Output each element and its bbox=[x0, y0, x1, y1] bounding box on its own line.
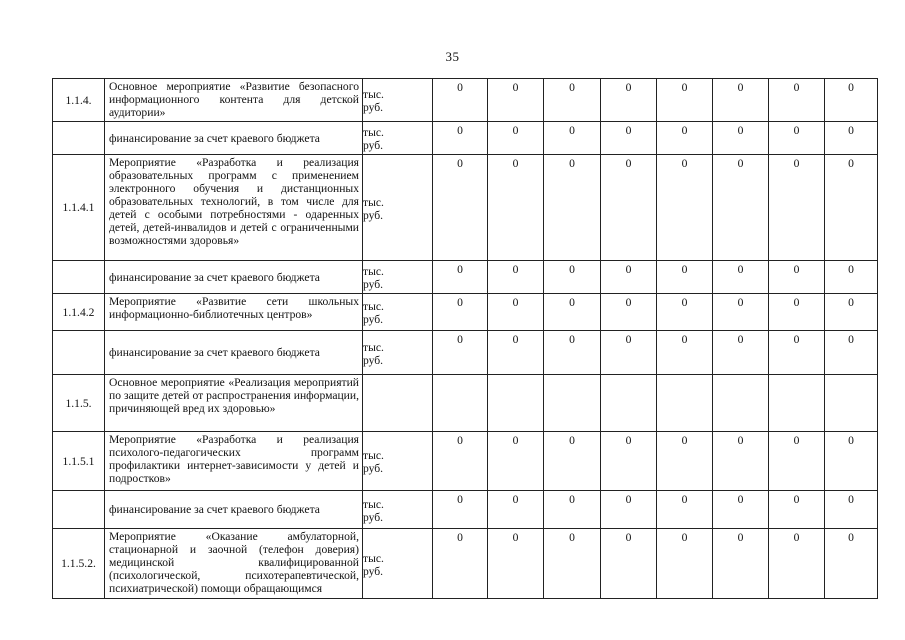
value-cell bbox=[657, 375, 713, 432]
activity-name: Мероприятие «Оказание амбулаторной, стационарной и заочной (телефон доверия) медицинской квалифицированной (психологической, психотерапевтической, психиатрической) помощи обращающимся bbox=[105, 529, 363, 599]
value-cell: 0 bbox=[433, 79, 488, 122]
value-cell: 0 bbox=[544, 331, 601, 375]
value-cell: 0 bbox=[544, 155, 601, 261]
value-cell bbox=[488, 375, 544, 432]
value-cell: 0 bbox=[657, 294, 713, 331]
unit-cell: тыс. руб. bbox=[363, 155, 433, 261]
value-cell: 0 bbox=[433, 529, 488, 599]
value-cell: 0 bbox=[769, 155, 825, 261]
value-cell: 0 bbox=[488, 491, 544, 529]
value-cell: 0 bbox=[488, 261, 544, 294]
unit-cell: тыс. руб. bbox=[363, 432, 433, 491]
activity-name: Мероприятие «Разработка и реализация образовательных программ с применением электронного обучения и дистанционных образовательных технологий, в том числе для детей с особыми потребностями - одаренных детей, детей-инвалидов и детей с ограниченными возможностями здоровья» bbox=[105, 155, 363, 261]
value-cell: 0 bbox=[488, 432, 544, 491]
row-number bbox=[53, 261, 105, 294]
unit-cell: тыс. руб. bbox=[363, 331, 433, 375]
value-cell: 0 bbox=[769, 294, 825, 331]
row-number bbox=[53, 122, 105, 155]
value-cell: 0 bbox=[825, 491, 878, 529]
row-number: 1.1.4.2 bbox=[53, 294, 105, 331]
value-cell: 0 bbox=[601, 432, 657, 491]
row-number bbox=[53, 491, 105, 529]
value-cell: 0 bbox=[713, 432, 769, 491]
value-cell: 0 bbox=[544, 432, 601, 491]
table-row bbox=[53, 155, 878, 261]
value-cell: 0 bbox=[825, 432, 878, 491]
value-cell: 0 bbox=[769, 122, 825, 155]
value-cell: 0 bbox=[769, 432, 825, 491]
value-cell: 0 bbox=[657, 491, 713, 529]
row-number: 1.1.5.1 bbox=[53, 432, 105, 491]
value-cell: 0 bbox=[769, 79, 825, 122]
value-cell: 0 bbox=[433, 331, 488, 375]
value-cell: 0 bbox=[825, 261, 878, 294]
value-cell: 0 bbox=[601, 491, 657, 529]
value-cell: 0 bbox=[433, 432, 488, 491]
value-cell: 0 bbox=[657, 122, 713, 155]
activity-name: Основное мероприятие «Реализация мероприятий по защите детей от распространения информации, причиняющей вред их здоровью» bbox=[105, 375, 363, 432]
value-cell: 0 bbox=[825, 155, 878, 261]
unit-cell: тыс. руб. bbox=[363, 529, 433, 599]
budget-table bbox=[52, 78, 878, 599]
value-cell: 0 bbox=[769, 491, 825, 529]
value-cell bbox=[713, 375, 769, 432]
table-row bbox=[53, 331, 878, 375]
page-number: 35 bbox=[445, 49, 460, 64]
value-cell: 0 bbox=[713, 155, 769, 261]
row-number: 1.1.5.2. bbox=[53, 529, 105, 599]
value-cell: 0 bbox=[713, 79, 769, 122]
value-cell bbox=[601, 375, 657, 432]
table-row bbox=[53, 122, 878, 155]
value-cell: 0 bbox=[657, 432, 713, 491]
value-cell: 0 bbox=[488, 122, 544, 155]
value-cell: 0 bbox=[825, 122, 878, 155]
value-cell: 0 bbox=[601, 155, 657, 261]
value-cell bbox=[544, 375, 601, 432]
value-cell bbox=[433, 375, 488, 432]
activity-name: финансирование за счет краевого бюджета bbox=[105, 261, 363, 294]
unit-cell: тыс. руб. bbox=[363, 261, 433, 294]
value-cell: 0 bbox=[433, 491, 488, 529]
unit-cell: тыс. руб. bbox=[363, 79, 433, 122]
value-cell: 0 bbox=[601, 261, 657, 294]
value-cell: 0 bbox=[433, 122, 488, 155]
value-cell: 0 bbox=[544, 122, 601, 155]
value-cell bbox=[825, 375, 878, 432]
activity-name: Мероприятие «Разработка и реализация психолого-педагогических программ профилактики интернет-зависимости у детей и подростков» bbox=[105, 432, 363, 491]
value-cell: 0 bbox=[544, 491, 601, 529]
table-row bbox=[53, 375, 878, 432]
row-number: 1.1.4. bbox=[53, 79, 105, 122]
value-cell: 0 bbox=[601, 331, 657, 375]
table-row bbox=[53, 491, 878, 529]
value-cell: 0 bbox=[713, 331, 769, 375]
value-cell: 0 bbox=[825, 529, 878, 599]
value-cell: 0 bbox=[544, 261, 601, 294]
value-cell: 0 bbox=[601, 122, 657, 155]
value-cell bbox=[769, 375, 825, 432]
value-cell: 0 bbox=[601, 294, 657, 331]
value-cell: 0 bbox=[433, 294, 488, 331]
activity-name: финансирование за счет краевого бюджета bbox=[105, 491, 363, 529]
value-cell: 0 bbox=[544, 294, 601, 331]
value-cell: 0 bbox=[657, 155, 713, 261]
table-row bbox=[53, 261, 878, 294]
value-cell: 0 bbox=[601, 529, 657, 599]
table-row bbox=[53, 294, 878, 331]
value-cell: 0 bbox=[488, 294, 544, 331]
value-cell: 0 bbox=[488, 79, 544, 122]
table-row bbox=[53, 79, 878, 122]
value-cell: 0 bbox=[769, 261, 825, 294]
value-cell: 0 bbox=[769, 529, 825, 599]
unit-cell: тыс. руб. bbox=[363, 122, 433, 155]
value-cell: 0 bbox=[825, 79, 878, 122]
unit-cell: тыс. руб. bbox=[363, 294, 433, 331]
value-cell: 0 bbox=[713, 491, 769, 529]
value-cell: 0 bbox=[769, 331, 825, 375]
activity-name: Основное мероприятие «Развитие безопасного информационного контента для детской аудитории» bbox=[105, 79, 363, 122]
value-cell: 0 bbox=[433, 155, 488, 261]
value-cell: 0 bbox=[544, 79, 601, 122]
value-cell: 0 bbox=[433, 261, 488, 294]
row-number: 1.1.5. bbox=[53, 375, 105, 432]
activity-name: Мероприятие «Развитие сети школьных информационно-библиотечных центров» bbox=[105, 294, 363, 331]
value-cell: 0 bbox=[488, 529, 544, 599]
activity-name: финансирование за счет краевого бюджета bbox=[105, 122, 363, 155]
value-cell: 0 bbox=[825, 294, 878, 331]
value-cell: 0 bbox=[713, 294, 769, 331]
row-number bbox=[53, 331, 105, 375]
value-cell: 0 bbox=[657, 529, 713, 599]
value-cell: 0 bbox=[657, 261, 713, 294]
value-cell: 0 bbox=[713, 122, 769, 155]
table-row bbox=[53, 432, 878, 491]
value-cell: 0 bbox=[825, 331, 878, 375]
row-number: 1.1.4.1 bbox=[53, 155, 105, 261]
value-cell: 0 bbox=[488, 331, 544, 375]
value-cell: 0 bbox=[713, 529, 769, 599]
table-row bbox=[53, 529, 878, 599]
unit-cell bbox=[363, 375, 433, 432]
activity-name: финансирование за счет краевого бюджета bbox=[105, 331, 363, 375]
value-cell: 0 bbox=[601, 79, 657, 122]
value-cell: 0 bbox=[544, 529, 601, 599]
value-cell: 0 bbox=[657, 79, 713, 122]
value-cell: 0 bbox=[657, 331, 713, 375]
value-cell: 0 bbox=[488, 155, 544, 261]
value-cell: 0 bbox=[713, 261, 769, 294]
unit-cell: тыс. руб. bbox=[363, 491, 433, 529]
